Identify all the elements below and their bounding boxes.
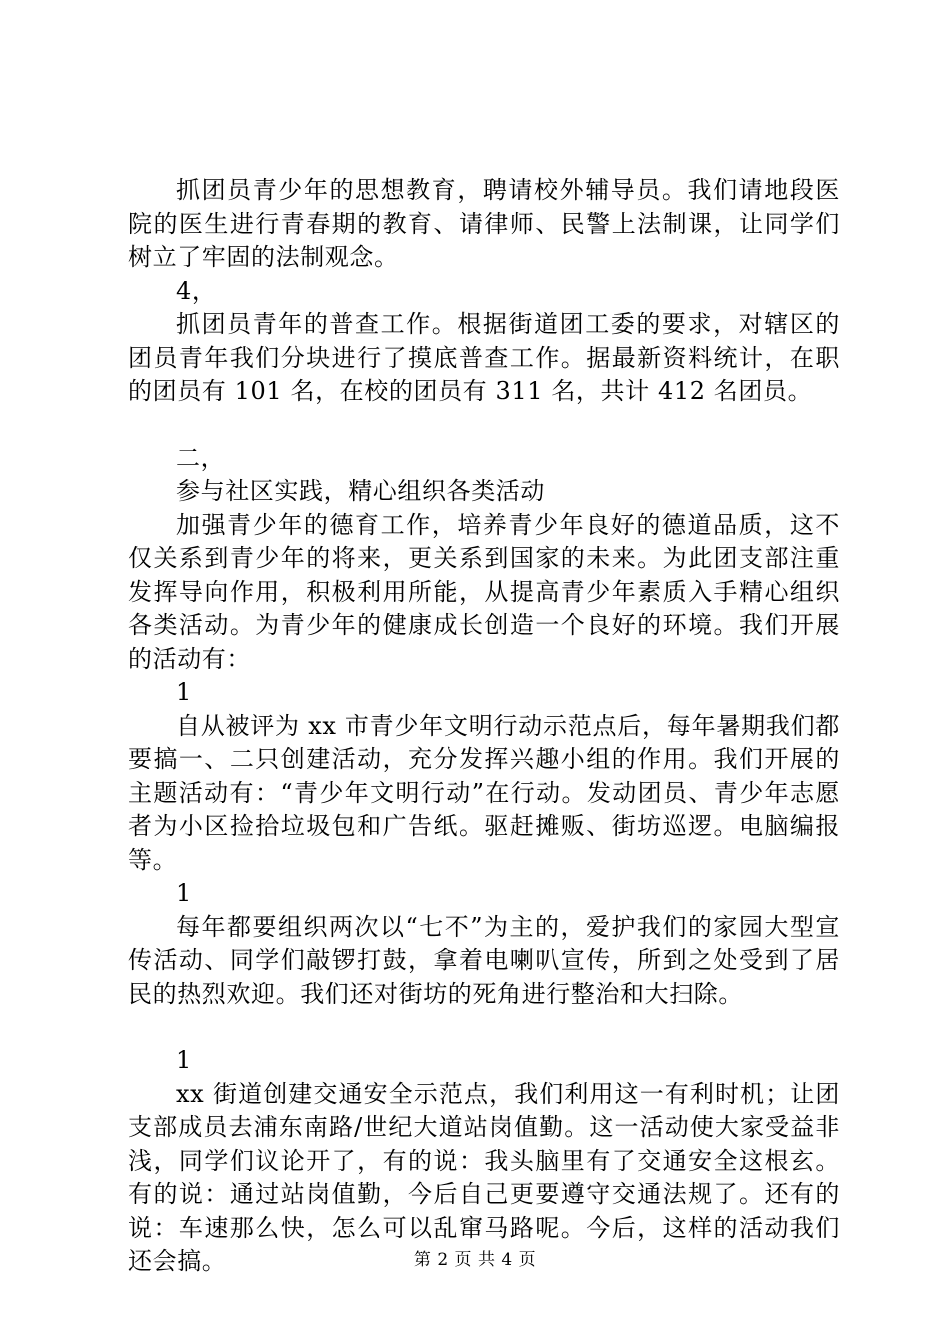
page-footer: 第 2 页 共 4 页 bbox=[413, 1250, 537, 1270]
item-marker-1b: 1 bbox=[176, 879, 192, 907]
item-marker-1c: 1 bbox=[176, 1046, 192, 1074]
paragraph-civilization-activity: 自从被评为 xx 市青少年文明行动示范点后，每年暑期我们都要搞一、二只创建活动，充分发挥兴趣小组的作用。我们开展的主题活动有：“青少年文明行动”在行动。发动团员、青少年志愿者为小区捡拾垃圾包和广告纸。驱赶摊贩、街坊巡逻。电脑编报等。 bbox=[128, 711, 840, 874]
section-heading-community-practice: 参与社区实践，精心组织各类活动 bbox=[176, 477, 545, 505]
item-marker-4: 4， bbox=[176, 276, 217, 305]
paragraph-traffic-safety: xx 街道创建交通安全示范点，我们利用这一有利时机；让团支部成员去浦东南路/世纪大道站岗值勤。这一活动使大家受益非浅，同学们议论开了，有的说：我头脑里有了交通安全这根玄。有的说：通过站岗值勤，今后自己更要遵守交通法规了。还有的说：车速那么快，怎么可以乱窜马路呢。今后，这样的活动我们还会搞。 bbox=[128, 1079, 840, 1275]
blank-line bbox=[128, 409, 840, 442]
item-marker-1a: 1 bbox=[176, 678, 192, 706]
section-marker-two: 二， bbox=[176, 443, 226, 472]
paragraph-moral-education: 加强青少年的德育工作，培养青少年良好的德道品质，这不仅关系到青少年的将来，更关系到国家的未来。为此团支部注重发挥导向作用，积极利用所能，从提高青少年素质入手精心组织各类活动。为青少年的健康成长创造一个良好的环境。我们开展的活动有： bbox=[128, 510, 840, 673]
paragraph-publicity-activity: 每年都要组织两次以“七不”为主的，爱护我们的家园大型宣传活动、同学们敲锣打鼓，拿着电喇叭宣传，所到之处受到了居民的热烈欢迎。我们还对街坊的死角进行整治和大扫除。 bbox=[128, 912, 840, 1008]
blank-line bbox=[128, 1011, 840, 1044]
paragraph-ideology-education: 抓团员青少年的思想教育，聘请校外辅导员。我们请地段医院的医生进行青春期的教育、请律师、民警上法制课，让同学们树立了牢固的法制观念。 bbox=[128, 176, 840, 271]
document-body bbox=[128, 174, 840, 1279]
paragraph-census-work: 抓团员青年的普查工作。根据街道团工委的要求，对辖区的团员青年我们分块进行了摸底普查工作。据最新资料统计，在职的团员有 101 名，在校的团员有 311 名，共计 412 名团员。 bbox=[128, 310, 840, 405]
